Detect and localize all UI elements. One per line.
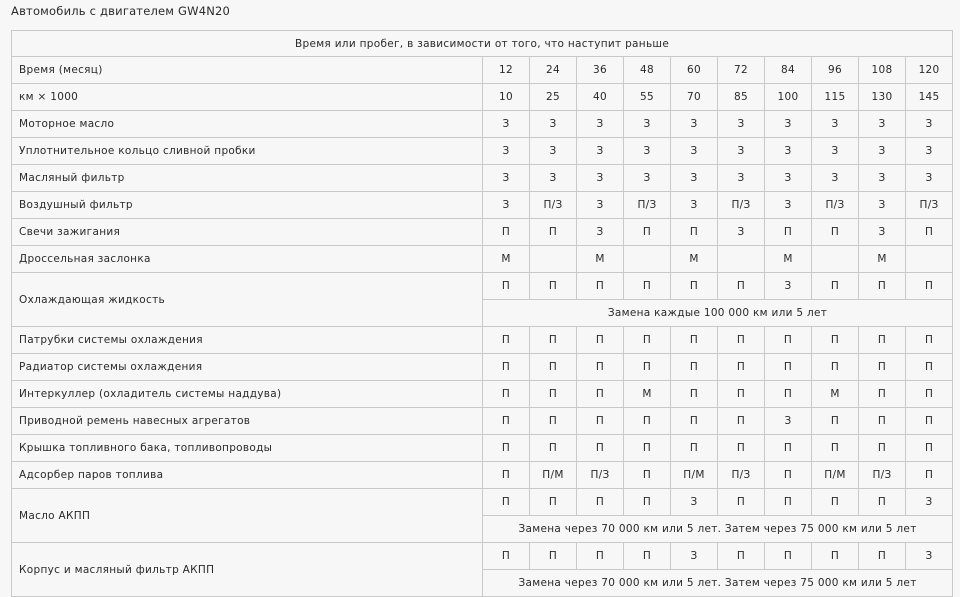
table-row — [12, 435, 953, 462]
schedule-cell: П — [671, 327, 718, 354]
schedule-cell: П — [812, 219, 859, 246]
schedule-cell: З — [765, 165, 812, 192]
schedule-cell: З — [671, 192, 718, 219]
schedule-cell: П — [530, 354, 577, 381]
km-cell: 130 — [859, 84, 906, 111]
service-note: Замена через 70 000 км или 5 лет. Затем через 75 000 км или 5 лет — [483, 570, 953, 597]
schedule-cell: З — [671, 543, 718, 570]
table-row — [12, 354, 953, 381]
schedule-cell — [624, 246, 671, 273]
schedule-cell: П — [765, 219, 812, 246]
schedule-cell: П — [906, 381, 953, 408]
schedule-cell: П — [812, 489, 859, 516]
row-label: Воздушный фильтр — [12, 192, 483, 219]
km-cell: 25 — [530, 84, 577, 111]
schedule-cell: П — [765, 327, 812, 354]
schedule-cell: З — [906, 543, 953, 570]
schedule-cell: М — [577, 246, 624, 273]
month-cell: 108 — [859, 57, 906, 84]
schedule-cell: П — [483, 408, 530, 435]
schedule-cell: З — [765, 111, 812, 138]
schedule-cell: З — [624, 111, 671, 138]
schedule-cell: П — [671, 435, 718, 462]
schedule-cell: П — [718, 408, 765, 435]
schedule-cell: П — [812, 354, 859, 381]
schedule-cell: П — [483, 381, 530, 408]
table-row — [12, 219, 953, 246]
km-cell: 115 — [812, 84, 859, 111]
schedule-cell: П — [765, 435, 812, 462]
schedule-cell: З — [765, 273, 812, 300]
schedule-cell: З — [577, 165, 624, 192]
schedule-cell: П — [530, 219, 577, 246]
table-row — [12, 381, 953, 408]
month-cell: 36 — [577, 57, 624, 84]
row-label: Охлаждающая жидкость — [12, 273, 483, 327]
row-label: Дроссельная заслонка — [12, 246, 483, 273]
schedule-cell: П — [483, 327, 530, 354]
schedule-cell: П — [624, 219, 671, 246]
schedule-cell: П — [530, 327, 577, 354]
schedule-cell: П — [577, 273, 624, 300]
schedule-cell: З — [577, 192, 624, 219]
row-label: Радиатор системы охлаждения — [12, 354, 483, 381]
page-title: Автомобиль с двигателем GW4N20 — [11, 4, 231, 18]
table-row — [12, 273, 953, 300]
km-cell: 70 — [671, 84, 718, 111]
schedule-cell: П — [624, 489, 671, 516]
row-label: Свечи зажигания — [12, 219, 483, 246]
schedule-cell: З — [530, 165, 577, 192]
km-cell: 40 — [577, 84, 624, 111]
schedule-cell: З — [577, 111, 624, 138]
schedule-cell: П — [718, 543, 765, 570]
km-cell: 85 — [718, 84, 765, 111]
schedule-cell: З — [859, 219, 906, 246]
row-label: Уплотнительное кольцо сливной пробки — [12, 138, 483, 165]
schedule-cell: П — [906, 462, 953, 489]
table-row — [12, 462, 953, 489]
schedule-cell: П — [671, 354, 718, 381]
km-cell: 55 — [624, 84, 671, 111]
schedule-cell: П — [624, 435, 671, 462]
schedule-cell: П — [577, 435, 624, 462]
schedule-cell: М — [671, 246, 718, 273]
schedule-cell: П — [765, 489, 812, 516]
schedule-cell: П — [812, 435, 859, 462]
schedule-cell: З — [530, 111, 577, 138]
schedule-cell: З — [671, 138, 718, 165]
schedule-cell: П — [906, 354, 953, 381]
km-label: км × 1000 — [12, 84, 483, 111]
schedule-cell: З — [624, 138, 671, 165]
km-cell: 145 — [906, 84, 953, 111]
schedule-cell: П — [577, 327, 624, 354]
schedule-cell: П — [483, 354, 530, 381]
schedule-cell: З — [765, 192, 812, 219]
schedule-cell: П — [483, 219, 530, 246]
schedule-cell: З — [906, 138, 953, 165]
schedule-cell: П — [859, 489, 906, 516]
schedule-cell: М — [624, 381, 671, 408]
schedule-cell: П/З — [906, 192, 953, 219]
schedule-cell — [530, 246, 577, 273]
schedule-cell: П — [483, 435, 530, 462]
schedule-cell: П — [624, 462, 671, 489]
schedule-cell: З — [530, 138, 577, 165]
month-cell: 48 — [624, 57, 671, 84]
table-body — [12, 31, 953, 597]
schedule-cell: П — [812, 273, 859, 300]
table-header: Время или пробег, в зависимости от того, что наступит раньше — [12, 31, 953, 57]
schedule-cell: З — [624, 165, 671, 192]
schedule-cell: П — [671, 381, 718, 408]
schedule-cell: М — [483, 246, 530, 273]
schedule-cell: З — [812, 111, 859, 138]
schedule-cell: З — [906, 111, 953, 138]
row-label: Патрубки системы охлаждения — [12, 327, 483, 354]
km-cell: 100 — [765, 84, 812, 111]
schedule-cell: П — [624, 543, 671, 570]
schedule-cell: П — [577, 354, 624, 381]
table-row — [12, 543, 953, 570]
schedule-cell: П — [906, 273, 953, 300]
schedule-cell: П — [812, 408, 859, 435]
schedule-cell: П/З — [624, 192, 671, 219]
schedule-cell: З — [577, 219, 624, 246]
schedule-cell: П/З — [718, 462, 765, 489]
row-label: Приводной ремень навесных агрегатов — [12, 408, 483, 435]
schedule-cell: П — [718, 354, 765, 381]
schedule-cell: П/М — [812, 462, 859, 489]
maintenance-schedule-table — [11, 30, 953, 597]
schedule-cell: З — [765, 408, 812, 435]
schedule-cell: З — [765, 138, 812, 165]
schedule-cell: З — [718, 165, 765, 192]
schedule-cell: П — [859, 408, 906, 435]
schedule-cell: П — [483, 462, 530, 489]
schedule-cell: П — [530, 489, 577, 516]
month-cell: 72 — [718, 57, 765, 84]
schedule-cell: П — [859, 354, 906, 381]
schedule-cell: З — [718, 111, 765, 138]
row-label: Масло АКПП — [12, 489, 483, 543]
schedule-cell: П/М — [671, 462, 718, 489]
schedule-cell: П — [577, 489, 624, 516]
schedule-cell: П — [577, 381, 624, 408]
schedule-cell — [718, 246, 765, 273]
schedule-cell: П — [624, 408, 671, 435]
schedule-cell: З — [483, 192, 530, 219]
table-header-row — [12, 31, 953, 57]
schedule-cell: З — [859, 111, 906, 138]
schedule-cell: П/З — [530, 192, 577, 219]
schedule-cell: П — [624, 273, 671, 300]
schedule-cell: П — [906, 435, 953, 462]
schedule-cell: З — [483, 111, 530, 138]
schedule-cell: З — [577, 138, 624, 165]
schedule-cell: П — [718, 489, 765, 516]
schedule-cell: З — [812, 165, 859, 192]
row-label: Адсорбер паров топлива — [12, 462, 483, 489]
schedule-cell: М — [765, 246, 812, 273]
month-cell: 120 — [906, 57, 953, 84]
table-row — [12, 138, 953, 165]
row-label: Крышка топливного бака, топливопроводы — [12, 435, 483, 462]
schedule-cell: П — [671, 408, 718, 435]
schedule-cell: П/З — [577, 462, 624, 489]
row-label: Интеркуллер (охладитель системы наддува) — [12, 381, 483, 408]
schedule-cell: П — [530, 543, 577, 570]
schedule-cell: З — [671, 165, 718, 192]
row-label: Корпус и масляный фильтр АКПП — [12, 543, 483, 597]
schedule-cell — [906, 246, 953, 273]
schedule-cell: П — [906, 327, 953, 354]
month-cell: 24 — [530, 57, 577, 84]
schedule-cell: З — [671, 489, 718, 516]
schedule-cell: П — [906, 408, 953, 435]
schedule-cell: П — [577, 408, 624, 435]
schedule-cell: П — [718, 273, 765, 300]
month-cell: 96 — [812, 57, 859, 84]
schedule-cell: П — [624, 327, 671, 354]
km-row — [12, 84, 953, 111]
month-cell: 12 — [483, 57, 530, 84]
schedule-cell: З — [859, 165, 906, 192]
schedule-cell — [812, 246, 859, 273]
schedule-cell: П — [859, 327, 906, 354]
schedule-cell: П — [812, 543, 859, 570]
schedule-cell: П — [859, 543, 906, 570]
table-row — [12, 165, 953, 192]
schedule-cell: П — [765, 462, 812, 489]
table-row — [12, 111, 953, 138]
schedule-cell: З — [859, 138, 906, 165]
schedule-cell: З — [483, 165, 530, 192]
schedule-cell: П — [671, 273, 718, 300]
schedule-cell: П — [624, 354, 671, 381]
schedule-cell: П — [765, 381, 812, 408]
schedule-cell: П — [765, 354, 812, 381]
months-row — [12, 57, 953, 84]
table-row — [12, 246, 953, 273]
table-row — [12, 489, 953, 516]
schedule-cell: П — [530, 381, 577, 408]
table-row — [12, 408, 953, 435]
schedule-cell: П — [483, 273, 530, 300]
schedule-cell: З — [483, 138, 530, 165]
schedule-cell: П — [718, 435, 765, 462]
row-label: Масляный фильтр — [12, 165, 483, 192]
schedule-cell: П — [718, 327, 765, 354]
km-cell: 10 — [483, 84, 530, 111]
schedule-cell: П — [718, 381, 765, 408]
schedule-cell: П/З — [859, 462, 906, 489]
schedule-cell: П/М — [530, 462, 577, 489]
schedule-cell: П — [577, 543, 624, 570]
schedule-cell: П — [859, 381, 906, 408]
schedule-cell: П — [906, 219, 953, 246]
schedule-cell: П/З — [718, 192, 765, 219]
schedule-cell: П/З — [812, 192, 859, 219]
service-note: Замена через 70 000 км или 5 лет. Затем через 75 000 км или 5 лет — [483, 516, 953, 543]
month-cell: 84 — [765, 57, 812, 84]
schedule-cell: П — [530, 273, 577, 300]
schedule-cell: З — [718, 138, 765, 165]
table-row — [12, 327, 953, 354]
schedule-cell: П — [530, 435, 577, 462]
schedule-cell: П — [859, 273, 906, 300]
service-note: Замена каждые 100 000 км или 5 лет — [483, 300, 953, 327]
schedule-cell: М — [812, 381, 859, 408]
schedule-cell: П — [671, 219, 718, 246]
table-row — [12, 192, 953, 219]
schedule-cell: З — [859, 192, 906, 219]
months-label: Время (месяц) — [12, 57, 483, 84]
schedule-cell: З — [671, 111, 718, 138]
schedule-cell: З — [906, 489, 953, 516]
schedule-cell: З — [906, 165, 953, 192]
schedule-cell: П — [483, 543, 530, 570]
month-cell: 60 — [671, 57, 718, 84]
row-label: Моторное масло — [12, 111, 483, 138]
schedule-cell: П — [859, 435, 906, 462]
schedule-cell: П — [812, 327, 859, 354]
schedule-cell: П — [483, 489, 530, 516]
schedule-cell: З — [812, 138, 859, 165]
schedule-cell: З — [718, 219, 765, 246]
schedule-cell: П — [765, 543, 812, 570]
schedule-cell: М — [859, 246, 906, 273]
schedule-cell: П — [530, 408, 577, 435]
